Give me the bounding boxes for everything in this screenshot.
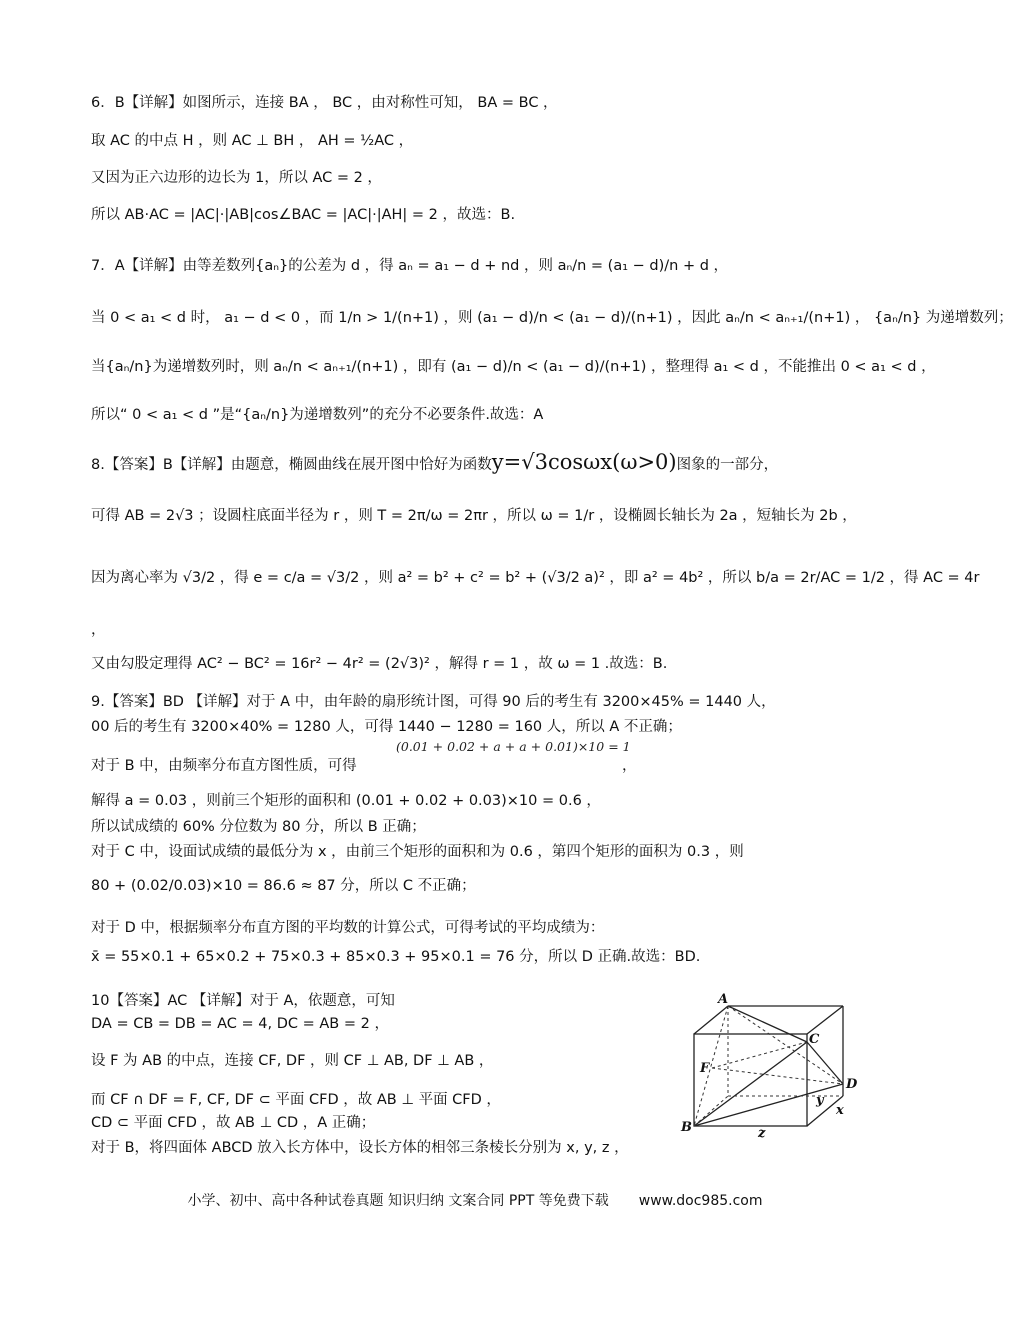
q10-line-6: 对于 B，将四面体 ABCD 放入长方体中，设长方体的相邻三条棱长分别为 x, y, z ， <box>91 1140 629 1156</box>
q9-line-3: 对于 B 中，由频率分布直方图性质，可得 <box>91 758 357 774</box>
page-footer <box>0 1190 950 1210</box>
cuboid-edge <box>694 1006 728 1034</box>
q7-line-2: 当 0 < a₁ < d 时， a₁ − d < 0 ，而 1/n > 1/(n+1) ，则 (a₁ − d)/n < (a₁ − d)/(n+1) ，因此 aₙ/n < aₙ₊₁/(n+1) ， {aₙ/n} 为递增数列； <box>91 310 1013 326</box>
edge-AD <box>728 1006 843 1084</box>
q6-line-2: 取 AC 的中点 H ，则 AC ⊥ BH ， AH = ½AC ， <box>91 133 414 149</box>
label-A: A <box>718 992 729 1007</box>
q8-line-1-tail: 图象的一部分， <box>676 457 779 473</box>
q6-line-3: 又因为正六边形的边长为 1，所以 AC = 2 ， <box>91 170 382 186</box>
q8-line-5: 又由勾股定理得 AC² − BC² = 16r² − 4r² = (2√3)² ，解得 r = 1 ，故 ω = 1 .故选：B. <box>91 656 668 672</box>
q9-line-8: 对于 D 中，根据频率分布直方图的平均数的计算公式，可得考试的平均成绩为： <box>91 920 605 936</box>
q9-equation: (0.01 + 0.02 + a + a + 0.01)×10 = 1 <box>396 739 631 754</box>
label-D: D <box>846 1077 858 1092</box>
q9-line-7: 80 + (0.02/0.03)×10 = 86.6 ≈ 87 分，所以 C 不正确； <box>91 878 476 894</box>
q8-line-4: ， <box>91 622 106 638</box>
q10-line-4: 而 CF ∩ DF = F, CF, DF ⊂ 平面 CFD ，故 AB ⊥ 平面 CFD ， <box>91 1092 501 1108</box>
q9-line-4: 解得 a = 0.03 ，则前三个矩形的面积和 (0.01 + 0.02 + 0.03)×10 = 0.6 ， <box>91 793 601 809</box>
tetrahedron-cuboid-figure <box>676 992 858 1141</box>
q10-line-2: DA = CB = DB = AC = 4, DC = AB = 2 ， <box>91 1016 389 1032</box>
footer-text: 小学、初中、高中各种试卷真题 知识归纳 文案合同 PPT 等免费下载 <box>187 1193 609 1209</box>
q7-line-3: 当{aₙ/n}为递增数列时，则 aₙ/n < aₙ₊₁/(n+1) ，即有 (a₁ − d)/n < (a₁ − d)/(n+1) ，整理得 a₁ < d ，不能推出 0 < a₁ < d ， <box>91 359 936 375</box>
q8-line-3: 因为离心率为 √3/2 ，得 e = c/a = √3/2 ，则 a² = b² + c² = b² + (√3/2 a)² ，即 a² = 4b² ，所以 b/a = 2r/AC = 1/2 ，得 AC = 4r <box>91 570 980 586</box>
label-B: B <box>681 1120 692 1135</box>
q7-line-4: 所以“ 0 < a₁ < d ”是“{aₙ/n}为递增数列”的充分不必要条件.故选：A <box>91 407 544 423</box>
q8-function-formula: y=√3cosωx(ω>0) <box>491 450 677 474</box>
q9-line-2: 00 后的考生有 3200×40% = 1280 人，可得 1440 − 1280 = 160 人，所以 A 不正确； <box>91 719 682 735</box>
q8-line-1 <box>91 452 778 475</box>
cuboid-edge <box>807 1006 843 1034</box>
q8-line-2: 可得 AB = 2√3 ；设圆柱底面半径为 r ，则 T = 2π/ω = 2πr ，所以 ω = 1/r ，设椭圆长轴长为 2a ，短轴长为 2b ， <box>91 508 857 524</box>
edge-AC <box>728 1006 807 1042</box>
footer-url[interactable]: www.doc985.com <box>638 1193 763 1209</box>
q10-line-5: CD ⊂ 平面 CFD ，故 AB ⊥ CD ，A 正确； <box>91 1115 376 1131</box>
label-x: x <box>836 1103 844 1118</box>
segment-CF <box>712 1042 807 1068</box>
q9-line-9: x̄ = 55×0.1 + 65×0.2 + 75×0.3 + 85×0.3 + 95×0.1 = 76 分，所以 D 正确.故选：BD. <box>91 949 701 965</box>
q9-line-6: 对于 C 中，设面试成绩的最低分为 x ，由前三个矩形的面积和为 0.6 ，第四个矩形的面积为 0.3 ，则 <box>91 844 744 860</box>
q6-line-4: 所以 AB·AC = |AC|·|AB|cos∠BAC = |AC|·|AH| = 2 ，故选：B. <box>91 207 516 223</box>
q10-line-3: 设 F 为 AB 的中点，连接 CF, DF ，则 CF ⊥ AB, DF ⊥ AB ， <box>91 1053 494 1069</box>
q10-line-1: 10【答案】AC 【详解】对于 A，依题意，可知 <box>91 993 395 1009</box>
q9-line-3-comma: ， <box>622 758 637 774</box>
q6-line-1: 6．B【详解】如图所示，连接 BA ， BC ，由对称性可知， BA = BC ， <box>91 95 558 111</box>
q7-line-1: 7．A【详解】由等差数列{aₙ}的公差为 d ，得 aₙ = a₁ − d + nd ，则 aₙ/n = (a₁ − d)/n + d ， <box>91 258 729 274</box>
label-y: y <box>816 1093 824 1108</box>
q9-line-5: 所以试成绩的 60% 分位数为 80 分，所以 B 正确； <box>91 819 426 835</box>
label-F: F <box>700 1061 710 1076</box>
edge-CD <box>807 1042 843 1084</box>
edge-BC <box>694 1042 807 1126</box>
label-z: z <box>758 1126 766 1141</box>
q8-line-1-text: 8.【答案】B【详解】由题意，椭圆曲线在展开图中恰好为函数 <box>91 457 492 473</box>
q9-line-1: 9.【答案】BD 【详解】对于 A 中，由年龄的扇形统计图，可得 90 后的考生有 3200×45% = 1440 人， <box>91 694 776 710</box>
label-C: C <box>809 1032 820 1047</box>
